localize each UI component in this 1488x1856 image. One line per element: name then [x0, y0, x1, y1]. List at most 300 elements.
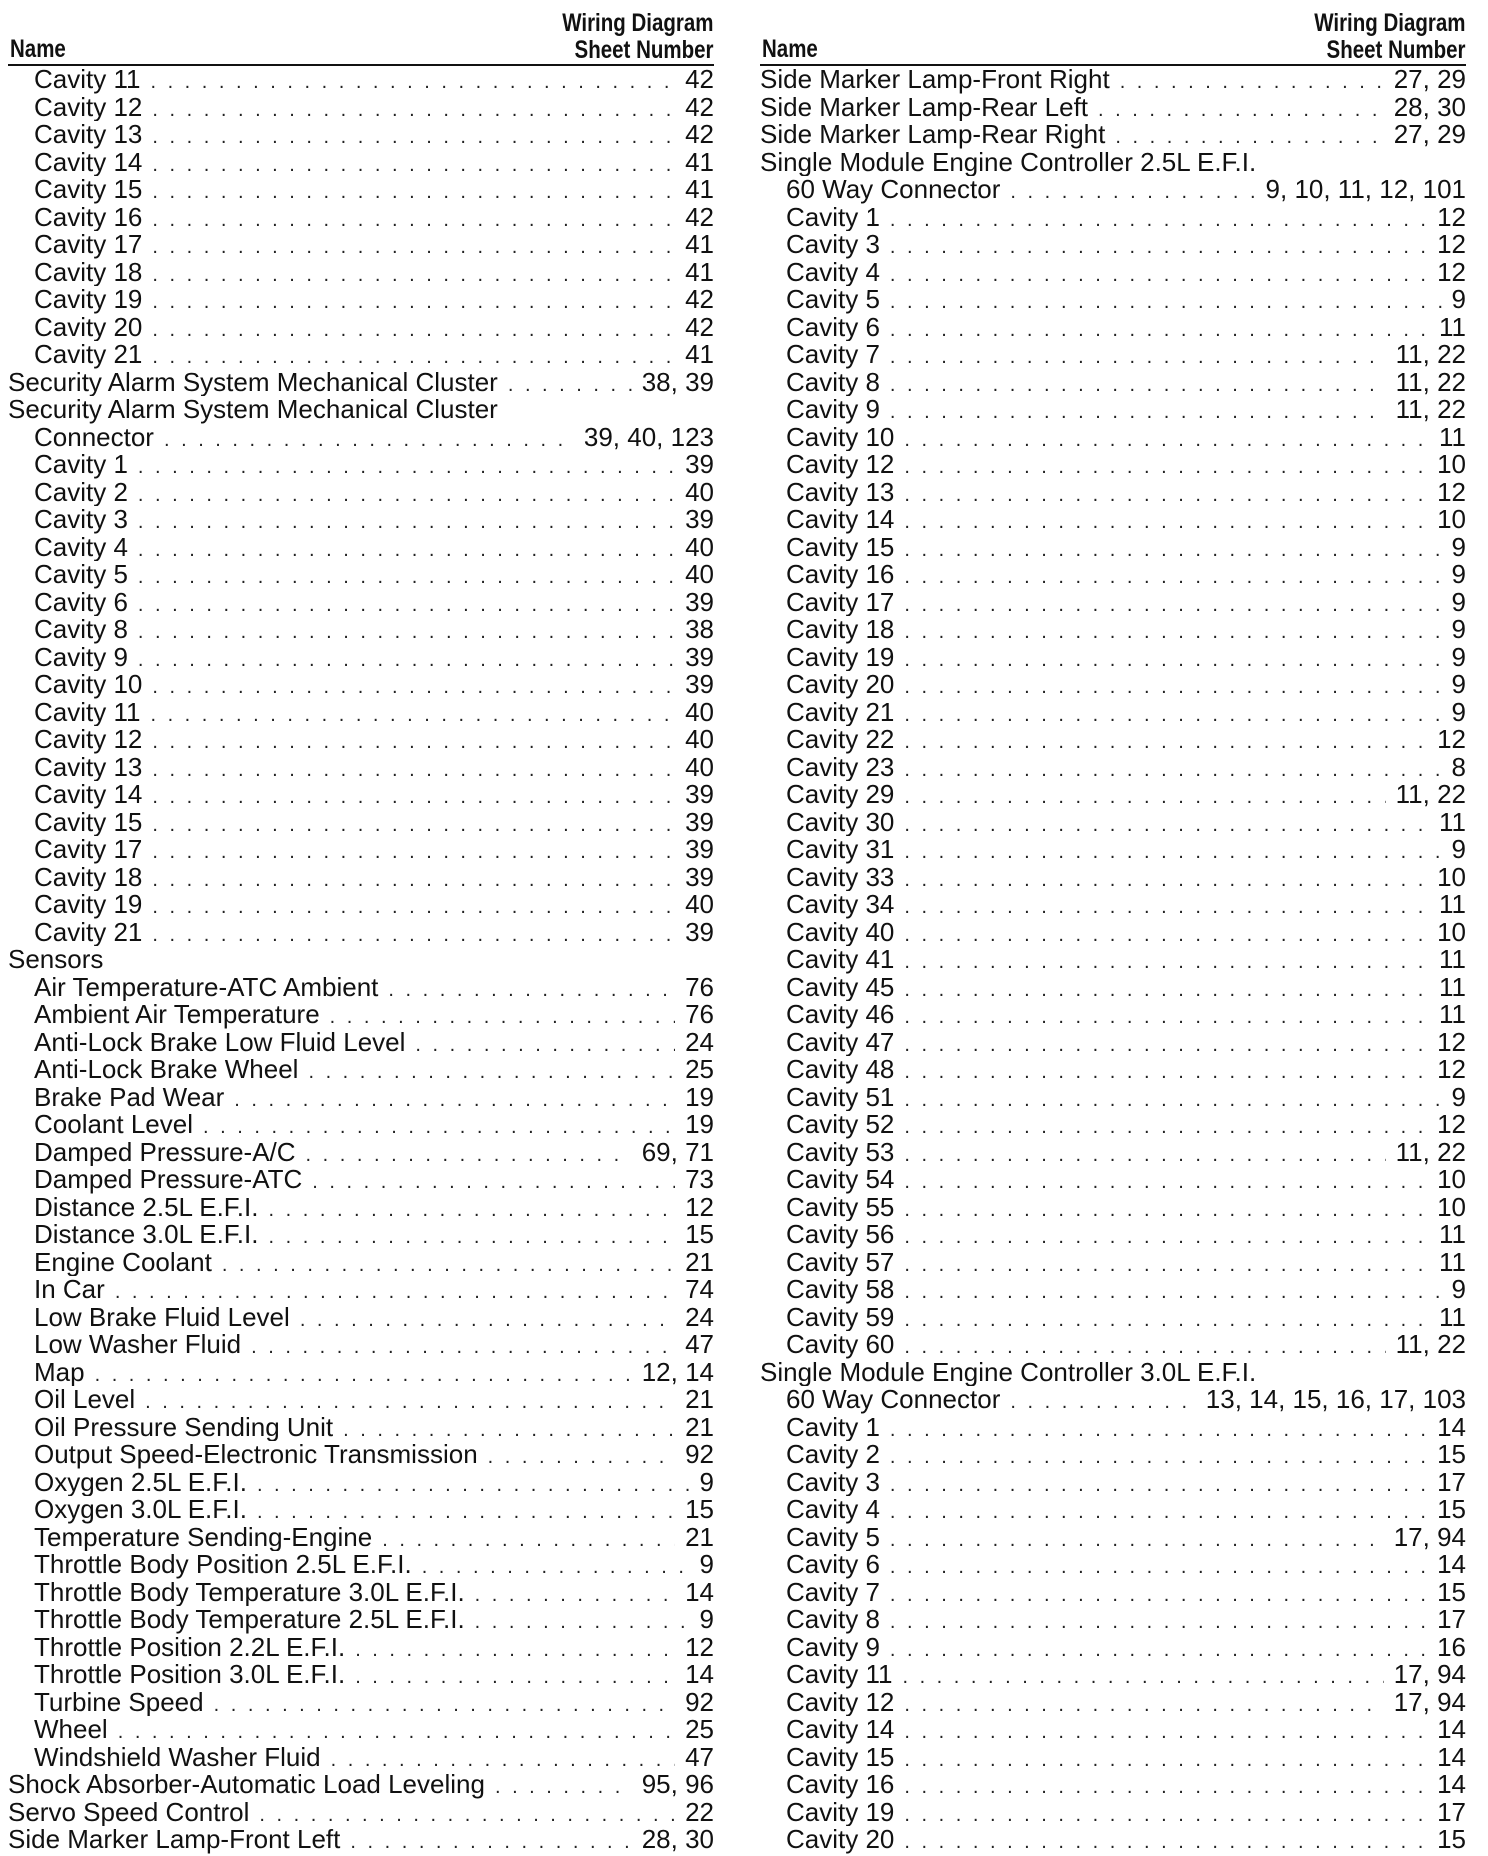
index-entry — [8, 94, 714, 122]
entry-sheet-number: 12 — [1437, 203, 1466, 231]
right-column — [760, 0, 1466, 1854]
entry-sheet-number: 9, 10, 11, 12, 101 — [1265, 176, 1466, 204]
entry-label: Cavity 11 — [786, 1661, 893, 1689]
dot-leader — [904, 1004, 1429, 1029]
entry-sheet-number: 40 — [685, 726, 714, 754]
entry-sheet-number: 15 — [685, 1496, 714, 1524]
entry-sheet-number: 39 — [685, 836, 714, 864]
index-entry — [760, 836, 1466, 864]
entry-label: Cavity 17 — [786, 588, 895, 616]
entry-label: Cavity 5 — [34, 561, 128, 589]
entry-sheet-number: 47 — [685, 1331, 714, 1359]
index-entry — [8, 1661, 714, 1689]
index-entry — [760, 726, 1466, 754]
dot-leader — [890, 1472, 1427, 1497]
dot-leader — [904, 949, 1429, 974]
index-entry — [760, 534, 1466, 562]
dot-leader — [152, 344, 675, 369]
index-entry — [8, 809, 714, 837]
index-entry — [8, 1799, 714, 1827]
dot-leader — [902, 1664, 1383, 1689]
dot-leader — [330, 1004, 675, 1029]
entry-label: Cavity 33 — [786, 863, 895, 891]
index-entry — [8, 424, 714, 452]
entry-sheet-number: 17 — [1437, 1798, 1466, 1826]
sheet-heading-line1: Wiring Diagram — [1314, 9, 1466, 37]
index-entry — [8, 231, 714, 259]
dot-leader — [890, 317, 1429, 342]
entry-sheet-number: 42 — [685, 313, 714, 341]
entry-sheet-number: 12 — [685, 1193, 714, 1221]
index-entry — [760, 1331, 1466, 1359]
dot-leader — [152, 124, 675, 149]
entry-label: Engine Coolant — [34, 1248, 212, 1276]
entry-label: Cavity 19 — [34, 891, 143, 919]
index-entry — [760, 121, 1466, 149]
dot-leader — [268, 1197, 675, 1222]
dot-leader — [152, 207, 675, 232]
entry-label: Cavity 19 — [786, 1798, 895, 1826]
index-entry — [8, 1194, 714, 1222]
entry-sheet-number: 10 — [1437, 1193, 1466, 1221]
left-column — [8, 0, 714, 1854]
dot-leader — [415, 1032, 675, 1057]
index-entry — [760, 644, 1466, 672]
entry-sheet-number: 24 — [685, 1028, 714, 1056]
dot-leader — [152, 152, 675, 177]
dot-leader — [152, 179, 675, 204]
entry-label: Cavity 31 — [786, 836, 895, 864]
index-entry — [760, 314, 1466, 342]
entry-sheet-number: 17, 94 — [1393, 1523, 1466, 1551]
entry-sheet-number: 11, 22 — [1395, 368, 1466, 396]
index-entry — [8, 1056, 714, 1084]
entry-sheet-number: 14 — [685, 1661, 714, 1689]
index-entry — [8, 754, 714, 782]
dot-leader — [904, 702, 1441, 727]
entry-label: Cavity 14 — [34, 781, 143, 809]
entry-label: Cavity 11 — [34, 66, 141, 94]
index-entry — [760, 809, 1466, 837]
index-entry — [8, 836, 714, 864]
entry-sheet-number: 12 — [685, 1633, 714, 1661]
entry-sheet-number: 19 — [685, 1111, 714, 1139]
index-entry — [760, 891, 1466, 919]
entry-label: Cavity 14 — [786, 506, 895, 534]
entry-label: Sensors — [8, 946, 104, 974]
index-entry — [760, 616, 1466, 644]
entry-label: Cavity 48 — [786, 1056, 895, 1084]
index-entry — [760, 204, 1466, 232]
entry-label: Connector — [34, 423, 154, 451]
entry-label: Side Marker Lamp-Rear Left — [760, 93, 1089, 121]
entry-label: Map — [34, 1358, 85, 1386]
dot-leader — [890, 1582, 1427, 1607]
dot-leader — [164, 427, 574, 452]
entry-label: Cavity 15 — [34, 808, 143, 836]
entry-sheet-number: 11, 22 — [1395, 781, 1466, 809]
dot-leader — [355, 1664, 675, 1689]
index-entry — [760, 864, 1466, 892]
dot-leader — [890, 1637, 1427, 1662]
entry-sheet-number: 12 — [1437, 1056, 1466, 1084]
index-entry — [8, 891, 714, 919]
index-entry — [8, 1469, 714, 1497]
index-entry — [760, 451, 1466, 479]
entry-sheet-number: 15 — [1437, 1578, 1466, 1606]
dot-leader — [388, 977, 675, 1002]
index-entry — [760, 1194, 1466, 1222]
dot-leader — [890, 234, 1427, 259]
entry-sheet-number: 12 — [1437, 726, 1466, 754]
entry-label: Cavity 45 — [786, 973, 895, 1001]
entry-sheet-number: 14 — [1437, 1771, 1466, 1799]
index-entry — [760, 479, 1466, 507]
index-entry — [8, 121, 714, 149]
entry-label: Cavity 13 — [34, 121, 143, 149]
index-entry — [8, 1249, 714, 1277]
dot-leader — [257, 1499, 675, 1524]
entry-label: Cavity 6 — [786, 313, 880, 341]
entry-sheet-number: 41 — [685, 176, 714, 204]
dot-leader — [222, 1252, 675, 1277]
index-entry — [8, 204, 714, 232]
dot-leader — [508, 372, 632, 397]
dot-leader — [488, 1444, 675, 1469]
dot-leader — [904, 1142, 1385, 1167]
dot-leader — [152, 812, 675, 837]
index-entry — [760, 1139, 1466, 1167]
entry-sheet-number: 76 — [685, 1001, 714, 1029]
index-entry — [8, 1166, 714, 1194]
index-entry — [8, 1001, 714, 1029]
dot-leader — [904, 427, 1429, 452]
entry-label: Cavity 6 — [786, 1551, 880, 1579]
dot-leader — [904, 977, 1429, 1002]
index-entry — [760, 1276, 1466, 1304]
dot-leader — [138, 564, 675, 589]
entry-label: Cavity 12 — [34, 93, 143, 121]
dot-leader — [904, 894, 1429, 919]
entry-sheet-number: 12 — [1437, 258, 1466, 286]
entry-sheet-number: 41 — [685, 258, 714, 286]
entry-label: Cavity 16 — [786, 561, 895, 589]
index-entry — [760, 1606, 1466, 1634]
index-entry — [760, 1826, 1466, 1854]
entry-label: Cavity 5 — [786, 286, 880, 314]
entry-sheet-number: 11 — [1439, 891, 1466, 919]
index-entry — [760, 424, 1466, 452]
entry-sheet-number: 40 — [685, 561, 714, 589]
index-entry — [8, 1716, 714, 1744]
entry-label: Cavity 22 — [786, 726, 895, 754]
index-entry — [760, 1084, 1466, 1112]
entry-sheet-number: 21 — [685, 1386, 714, 1414]
dot-leader — [890, 1527, 1384, 1552]
sheet-heading-line2: Sheet Number — [575, 36, 714, 64]
index-entry — [8, 671, 714, 699]
entry-sheet-number: 9 — [1451, 533, 1466, 561]
entry-label: Cavity 3 — [34, 506, 128, 534]
index-entry — [760, 1496, 1466, 1524]
dot-leader — [152, 867, 675, 892]
index-entry — [760, 1771, 1466, 1799]
entry-sheet-number: 9 — [1451, 1083, 1466, 1111]
dot-leader — [904, 784, 1385, 809]
dot-leader — [138, 537, 675, 562]
entry-sheet-number: 14 — [685, 1578, 714, 1606]
index-entry — [8, 176, 714, 204]
index-entry — [760, 754, 1466, 782]
entry-sheet-number: 9 — [1451, 616, 1466, 644]
entry-sheet-number: 8 — [1451, 753, 1466, 781]
index-entry — [760, 699, 1466, 727]
index-entry — [8, 1606, 714, 1634]
entry-sheet-number: 28, 30 — [641, 1826, 714, 1854]
entry-sheet-number: 11 — [1439, 1001, 1466, 1029]
dot-leader — [422, 1554, 690, 1579]
entry-sheet-number: 39, 40, 123 — [583, 423, 714, 451]
entry-sheet-number: 38 — [685, 616, 714, 644]
dot-leader — [138, 592, 675, 617]
entry-sheet-number: 41 — [685, 341, 714, 369]
entry-label: Cavity 21 — [786, 698, 895, 726]
index-entry — [760, 1001, 1466, 1029]
sheet-heading-line1: Wiring Diagram — [562, 9, 714, 37]
index-entry — [760, 396, 1466, 424]
entry-label: Security Alarm System Mechanical Cluster — [8, 396, 498, 424]
entry-label: Side Marker Lamp-Front Right — [760, 66, 1110, 94]
entry-label: Cavity 53 — [786, 1138, 895, 1166]
entry-label: Cavity 4 — [786, 1496, 880, 1524]
index-entry — [8, 589, 714, 617]
entry-label: Cavity 16 — [786, 1771, 895, 1799]
dot-leader — [904, 1774, 1427, 1799]
entry-sheet-number: 73 — [685, 1166, 714, 1194]
entry-sheet-number: 11 — [1439, 1221, 1466, 1249]
index-entry — [760, 946, 1466, 974]
entry-sheet-number: 95, 96 — [641, 1771, 714, 1799]
entry-sheet-number: 14 — [1437, 1413, 1466, 1441]
dot-leader — [904, 674, 1441, 699]
dot-leader — [904, 1197, 1427, 1222]
index-entry — [760, 1221, 1466, 1249]
entry-label: Cavity 12 — [786, 1688, 895, 1716]
dot-leader — [904, 1747, 1427, 1772]
entry-label: Cavity 18 — [786, 616, 895, 644]
dot-leader — [118, 1719, 675, 1744]
entry-sheet-number: 10 — [1437, 451, 1466, 479]
dot-leader — [308, 1059, 675, 1084]
entry-label: Cavity 5 — [786, 1523, 880, 1551]
entry-label: Cavity 13 — [34, 753, 143, 781]
index-entry — [760, 1551, 1466, 1579]
entry-label: Shock Absorber-Automatic Load Leveling — [8, 1771, 485, 1799]
entry-label: Throttle Position 2.2L E.F.I. — [34, 1633, 346, 1661]
index-entry — [8, 1029, 714, 1057]
dot-leader — [152, 262, 675, 287]
dot-leader — [890, 1499, 1427, 1524]
entry-label: Side Marker Lamp-Rear Right — [760, 121, 1106, 149]
dot-leader — [1120, 69, 1384, 94]
entry-label: Cavity 17 — [34, 231, 143, 259]
entry-label: Output Speed-Electronic Transmission — [34, 1441, 478, 1469]
dot-leader — [890, 1417, 1427, 1442]
index-entry — [760, 1029, 1466, 1057]
entry-label: Cavity 29 — [786, 781, 895, 809]
entry-label: Low Brake Fluid Level — [34, 1303, 290, 1331]
index-entry — [760, 231, 1466, 259]
entry-sheet-number: 17, 94 — [1393, 1661, 1466, 1689]
index-entry — [8, 946, 714, 974]
entry-label: Cavity 57 — [786, 1248, 895, 1276]
dot-leader — [312, 1169, 675, 1194]
dot-leader — [138, 454, 675, 479]
dot-leader — [1010, 179, 1255, 204]
entry-label: Cavity 20 — [786, 1826, 895, 1854]
entry-sheet-number: 40 — [685, 698, 714, 726]
index-entry — [760, 1111, 1466, 1139]
index-entry — [760, 506, 1466, 534]
entry-label: Distance 2.5L E.F.I. — [34, 1193, 259, 1221]
index-entry — [8, 1826, 714, 1854]
dot-leader — [145, 1389, 675, 1414]
left-entry-list — [8, 66, 714, 1854]
index-entry — [760, 66, 1466, 94]
index-entry — [8, 259, 714, 287]
entry-sheet-number: 21 — [685, 1523, 714, 1551]
entry-sheet-number: 92 — [685, 1688, 714, 1716]
entry-sheet-number: 11 — [1439, 946, 1466, 974]
dot-leader — [234, 1087, 675, 1112]
entry-label: Cavity 8 — [786, 368, 880, 396]
entry-sheet-number: 11 — [1439, 973, 1466, 1001]
entry-label: Windshield Washer Fluid — [34, 1743, 321, 1771]
index-entry — [8, 1359, 714, 1387]
entry-label: Cavity 60 — [786, 1331, 895, 1359]
index-entry — [8, 149, 714, 177]
entry-label: Cavity 18 — [34, 863, 143, 891]
column-header — [760, 0, 1466, 66]
index-entry — [8, 974, 714, 1002]
entry-sheet-number: 10 — [1437, 506, 1466, 534]
entry-label: Cavity 7 — [786, 1578, 880, 1606]
entry-label: Cavity 15 — [34, 176, 143, 204]
entry-label: Oil Level — [34, 1386, 136, 1414]
dot-leader — [475, 1609, 690, 1634]
index-entry — [8, 616, 714, 644]
entry-label: Cavity 10 — [34, 671, 143, 699]
index-entry — [760, 1386, 1466, 1414]
entry-label: Cavity 9 — [786, 1633, 880, 1661]
entry-sheet-number: 10 — [1437, 863, 1466, 891]
dot-leader — [475, 1582, 675, 1607]
index-entry — [760, 1249, 1466, 1277]
index-entry — [8, 396, 714, 424]
entry-label: Oil Pressure Sending Unit — [34, 1413, 334, 1441]
index-entry — [8, 1634, 714, 1662]
entry-label: Throttle Body Temperature 2.5L E.F.I. — [34, 1606, 465, 1634]
entry-label: Cavity 46 — [786, 1001, 895, 1029]
sheet-heading-line2: Sheet Number — [1327, 36, 1466, 64]
index-entry — [760, 974, 1466, 1002]
entry-label: Cavity 19 — [786, 643, 895, 671]
index-entry — [760, 1799, 1466, 1827]
entry-label: Cavity 8 — [34, 616, 128, 644]
entry-label: Cavity 14 — [34, 148, 143, 176]
entry-sheet-number: 17 — [1437, 1468, 1466, 1496]
dot-leader — [152, 729, 675, 754]
entry-label: Cavity 9 — [786, 396, 880, 424]
index-entry — [8, 1111, 714, 1139]
dot-leader — [904, 1802, 1427, 1827]
entry-label: Cavity 58 — [786, 1276, 895, 1304]
entry-label: Cavity 21 — [34, 341, 143, 369]
dot-leader — [331, 1747, 675, 1772]
entry-sheet-number: 13, 14, 15, 16, 17, 103 — [1205, 1386, 1466, 1414]
entry-sheet-number: 25 — [685, 1716, 714, 1744]
entry-sheet-number: 9 — [1451, 588, 1466, 616]
dot-leader — [904, 1829, 1427, 1854]
column-header — [8, 0, 714, 66]
dot-leader — [257, 1472, 690, 1497]
entry-label: Cavity 9 — [34, 643, 128, 671]
entry-sheet-number: 9 — [1451, 836, 1466, 864]
entry-label: Cavity 2 — [34, 478, 128, 506]
index-entry — [8, 726, 714, 754]
index-entry — [8, 534, 714, 562]
entry-sheet-number: 12 — [1437, 231, 1466, 259]
entry-sheet-number: 27, 29 — [1393, 66, 1466, 94]
dot-leader — [343, 1417, 675, 1442]
entry-sheet-number: 14 — [1437, 1743, 1466, 1771]
dot-leader — [890, 289, 1442, 314]
entry-label: Cavity 59 — [786, 1303, 895, 1331]
entry-label: Anti-Lock Brake Wheel — [34, 1056, 299, 1084]
dot-leader — [152, 784, 675, 809]
dot-leader — [1010, 1389, 1195, 1414]
entry-label: 60 Way Connector — [786, 1386, 1001, 1414]
entry-sheet-number: 39 — [685, 863, 714, 891]
index-entry — [8, 1496, 714, 1524]
index-entry — [8, 561, 714, 589]
entry-label: Cavity 40 — [786, 918, 895, 946]
entry-sheet-number: 39 — [685, 451, 714, 479]
dot-leader — [300, 1307, 675, 1332]
entry-label: Cavity 13 — [786, 478, 895, 506]
entry-sheet-number: 39 — [685, 506, 714, 534]
entry-sheet-number: 39 — [685, 808, 714, 836]
entry-sheet-number: 12 — [1437, 1028, 1466, 1056]
entry-sheet-number: 15 — [1437, 1441, 1466, 1469]
dot-leader — [251, 1334, 675, 1359]
index-entry — [760, 259, 1466, 287]
entry-label: Cavity 1 — [786, 1413, 880, 1441]
entry-sheet-number: 41 — [685, 231, 714, 259]
entry-label: Cavity 41 — [786, 946, 895, 974]
entry-label: Cavity 52 — [786, 1111, 895, 1139]
entry-label: Cavity 55 — [786, 1193, 895, 1221]
dot-leader — [115, 1279, 675, 1304]
dot-leader — [904, 1224, 1429, 1249]
dot-leader — [152, 894, 675, 919]
entry-label: Cavity 1 — [786, 203, 880, 231]
entry-sheet-number: 11 — [1439, 808, 1466, 836]
entry-sheet-number: 11 — [1439, 1303, 1466, 1331]
entry-sheet-number: 24 — [685, 1303, 714, 1331]
dot-leader — [152, 674, 675, 699]
index-entry — [760, 589, 1466, 617]
